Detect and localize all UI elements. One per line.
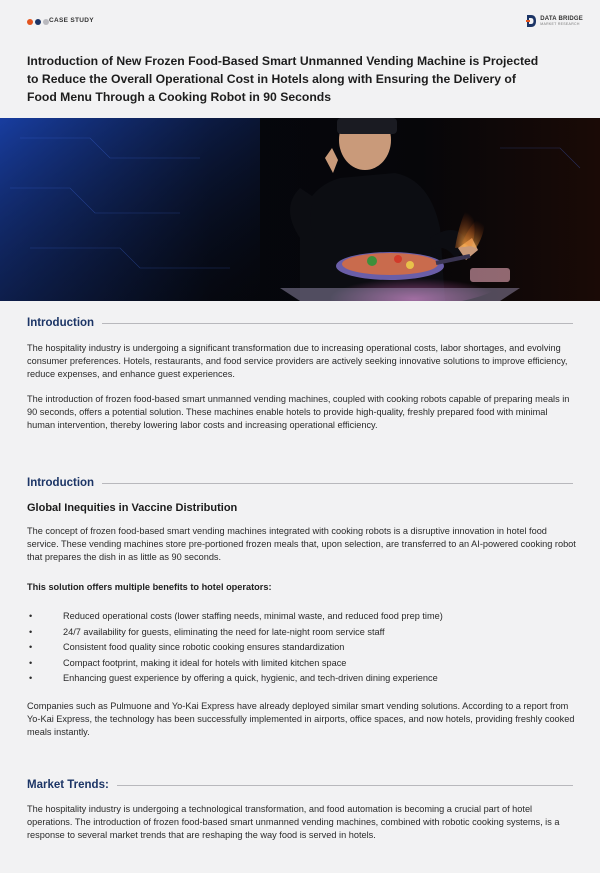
list-item	[27, 610, 577, 626]
list-item-text: Enhancing guest experience by offering a quick, hygienic, and tech-driven dining experience	[63, 673, 438, 683]
paragraph: The hospitality industry is undergoing a technological transformation, and food automation is becoming a crucial part of hotel operations. The introduction of frozen food-based smart unmanned vending machines, combined with robotic cooking systems, is a response to several market trends that are reshaping the way food is served in hotels.	[27, 804, 560, 840]
list-item-text: Compact footprint, making it ideal for hotels with limited kitchen space	[63, 657, 347, 668]
section-divider	[117, 785, 573, 786]
data-bridge-logo-icon	[526, 14, 537, 28]
section-header-introduction	[27, 315, 573, 331]
section-title: Introduction	[27, 477, 95, 489]
section-divider	[102, 323, 573, 324]
list-item	[27, 657, 577, 673]
list-item	[27, 626, 577, 642]
hero-image	[0, 118, 600, 301]
list-item-text: 24/7 availability for guests, eliminating the need for late-night room service staff	[63, 626, 385, 637]
dot-orange	[27, 19, 33, 25]
bullet-icon: •	[29, 611, 33, 621]
paragraph: The concept of frozen food-based smart vending machines integrated with cooking robots is a disruptive innovation in hotel food service. These vending machines store pre-portioned frozen meals that, upon selection, are transferred to an AI-powered cooking robot that prepares the dish in as little as 90 seconds.	[27, 526, 576, 562]
chef-robot-cooking-image	[0, 118, 600, 301]
bullet-icon: •	[29, 642, 33, 652]
brand-name: DATA BRIDGE	[540, 15, 583, 22]
dot-navy	[35, 19, 41, 25]
section-divider	[102, 483, 573, 484]
sub-heading: Global Inequities in Vaccine Distribution	[27, 502, 238, 514]
list-item-text: Reduced operational costs (lower staffing needs, minimal waste, and reduced food prep time)	[63, 611, 443, 621]
paragraph: The hospitality industry is undergoing a significant transformation due to increasing operational costs, labor shortages, and evolving consumer preferences. Hotels, restaurants, and food service providers are actively seeking innovative solutions to improve efficiency, reduce expenses, and enhance guest experiences.	[27, 343, 568, 379]
header-bar	[27, 16, 583, 32]
list-item	[27, 672, 577, 688]
page-title: Introduction of New Frozen Food-Based Smart Unmanned Vending Machine is Projected to Reduce the Overall Operational Cost in Hotels along with Ensuring the Delivery of Food Menu Through a Cooking Robot in 90 Seconds	[27, 54, 539, 104]
brand-subtitle: MARKET RESEARCH	[540, 21, 580, 26]
section-header-market-trends	[27, 777, 573, 793]
paragraph: Companies such as Pulmuone and Yo-Kai Express have already deployed similar smart vending solutions. According to a report from Yo-Kai Express, the technology has been successfully implemented in airports, office spaces, and now hotels, providing freshly cooked meals instantly.	[27, 701, 575, 737]
section-title: Market Trends:	[27, 779, 109, 791]
list-item-text: Consistent food quality since robotic cooking ensures standardization	[63, 642, 345, 652]
bullet-icon: •	[29, 626, 33, 637]
bullet-icon: •	[29, 657, 33, 668]
list-item	[27, 641, 577, 657]
case-study-label: CASE STUDY	[49, 17, 94, 24]
header-dots	[27, 19, 49, 25]
section-title: Introduction	[27, 317, 95, 329]
bullet-icon: •	[29, 673, 33, 683]
benefits-heading: This solution offers multiple benefits to hotel operators:	[27, 582, 272, 592]
section-header-introduction-2	[27, 475, 573, 491]
paragraph: The introduction of frozen food-based smart unmanned vending machines, coupled with cooking robots capable of preparing meals in 90 seconds, offers a potential solution. These machines enable hotels to provide high-quality, freshly prepared food with minimal human intervention, thereby lowering labor costs and increasing operational efficiency.	[27, 394, 570, 430]
benefits-list	[27, 610, 577, 688]
brand-logo[interactable]	[526, 14, 583, 28]
